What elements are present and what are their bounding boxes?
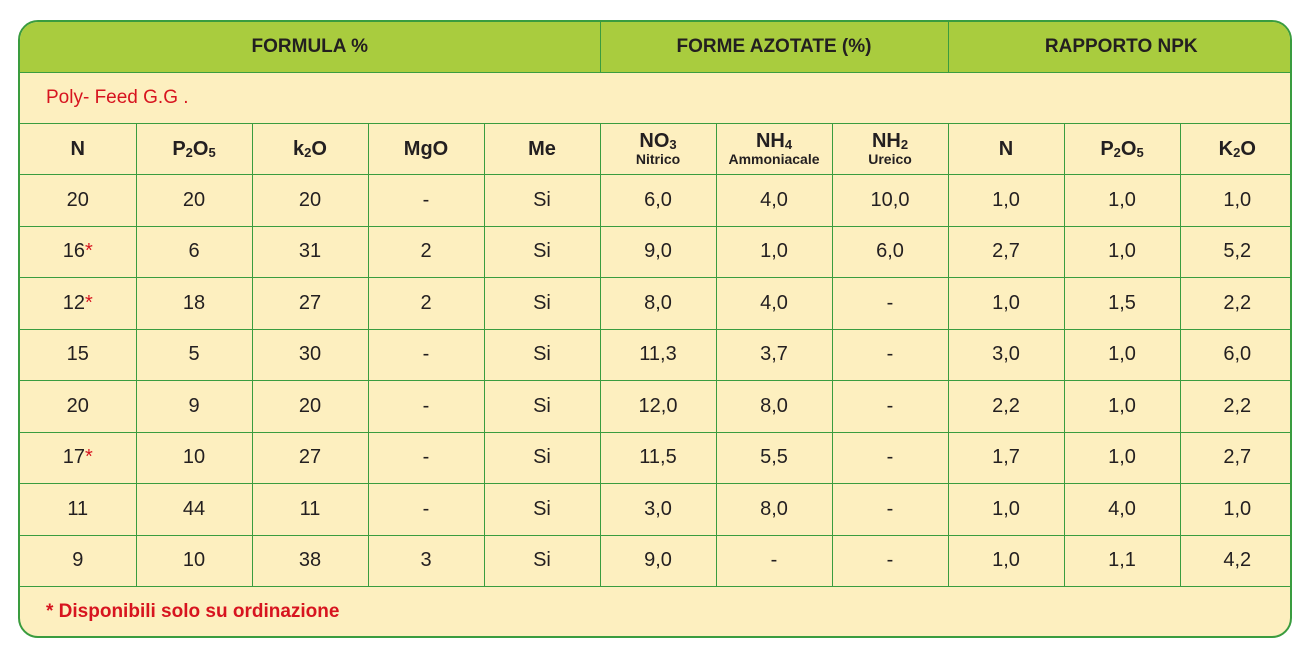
cell-p2o5: 9 bbox=[136, 381, 252, 433]
table-row bbox=[20, 535, 1292, 587]
col-header-ratio-k2o bbox=[1180, 124, 1292, 175]
cell-mgo: - bbox=[368, 484, 484, 536]
col-header-nh4-label: Ammoniacale bbox=[728, 151, 820, 168]
cell-p2o5: 6 bbox=[136, 226, 252, 278]
col-header-ratio-p2o5 bbox=[1064, 124, 1180, 175]
table-row bbox=[20, 175, 1292, 227]
cell-me: Si bbox=[484, 484, 600, 536]
cell-me: Si bbox=[484, 226, 600, 278]
cell-ratio-k2o: 1,0 bbox=[1180, 484, 1292, 536]
footnote: * Disponibili solo su ordinazione bbox=[20, 587, 1292, 638]
cell-no3: 12,0 bbox=[600, 381, 716, 433]
cell-n: 9 bbox=[20, 535, 136, 587]
cell-ratio-p2o5: 1,5 bbox=[1064, 278, 1180, 330]
cell-ratio-n: 1,0 bbox=[948, 278, 1064, 330]
table-row bbox=[20, 381, 1292, 433]
cell-mgo: 2 bbox=[368, 278, 484, 330]
cell-mgo: - bbox=[368, 329, 484, 381]
product-name: Poly- Feed G.G . bbox=[20, 73, 1292, 124]
cell-k2o: 38 bbox=[252, 535, 368, 587]
cell-p2o5: 5 bbox=[136, 329, 252, 381]
cell-nh4: 4,0 bbox=[716, 175, 832, 227]
cell-nh4: 8,0 bbox=[716, 381, 832, 433]
cell-ratio-n: 2,2 bbox=[948, 381, 1064, 433]
col-header-no3 bbox=[600, 124, 716, 175]
col-header-k2o-formula: $k_2O$ bbox=[293, 137, 327, 160]
cell-ratio-p2o5: 1,1 bbox=[1064, 535, 1180, 587]
cell-ratio-p2o5: 4,0 bbox=[1064, 484, 1180, 536]
cell-no3: 8,0 bbox=[600, 278, 716, 330]
table-row bbox=[20, 329, 1292, 381]
cell-k2o: 20 bbox=[252, 381, 368, 433]
cell-ratio-k2o: 6,0 bbox=[1180, 329, 1292, 381]
cell-p2o5: 20 bbox=[136, 175, 252, 227]
col-header-nh4 bbox=[716, 124, 832, 175]
cell-ratio-n: 1,0 bbox=[948, 535, 1064, 587]
cell-nh4: 3,7 bbox=[716, 329, 832, 381]
group-header-row bbox=[20, 22, 1292, 73]
table-row bbox=[20, 278, 1292, 330]
col-header-ratio-n-formula: N bbox=[998, 137, 1014, 160]
cell-nh2: - bbox=[832, 484, 948, 536]
col-header-nh4-formula: $NH_4$ bbox=[755, 130, 793, 153]
group-rapporto-npk: RAPPORTO NPK bbox=[948, 22, 1292, 73]
col-header-me-formula: Me bbox=[528, 137, 556, 160]
footnote-row bbox=[20, 587, 1292, 638]
col-header-nh2 bbox=[832, 124, 948, 175]
col-header-nh2-label: Ureico bbox=[868, 151, 912, 168]
cell-p2o5: 10 bbox=[136, 535, 252, 587]
col-header-mgo-formula: MgO bbox=[403, 137, 449, 160]
cell-nh4: 5,5 bbox=[716, 432, 832, 484]
cell-n: 16* bbox=[20, 226, 136, 278]
col-header-k2o bbox=[252, 124, 368, 175]
cell-nh2: 6,0 bbox=[832, 226, 948, 278]
cell-me: Si bbox=[484, 432, 600, 484]
order-only-asterisk: * bbox=[84, 240, 93, 263]
cell-nh2: 10,0 bbox=[832, 175, 948, 227]
cell-mgo: - bbox=[368, 381, 484, 433]
cell-no3: 9,0 bbox=[600, 226, 716, 278]
cell-mgo: - bbox=[368, 432, 484, 484]
product-row bbox=[20, 73, 1292, 124]
cell-ratio-n: 1,0 bbox=[948, 484, 1064, 536]
col-header-ratio-p2o5-formula: $P_2O_5$ bbox=[1100, 137, 1144, 160]
cell-k2o: 31 bbox=[252, 226, 368, 278]
table-row bbox=[20, 432, 1292, 484]
cell-no3: 11,5 bbox=[600, 432, 716, 484]
cell-no3: 9,0 bbox=[600, 535, 716, 587]
cell-p2o5: 10 bbox=[136, 432, 252, 484]
cell-ratio-k2o: 2,7 bbox=[1180, 432, 1292, 484]
order-only-asterisk: * bbox=[84, 291, 93, 314]
cell-ratio-k2o: 5,2 bbox=[1180, 226, 1292, 278]
table-row bbox=[20, 226, 1292, 278]
cell-k2o: 27 bbox=[252, 278, 368, 330]
cell-ratio-p2o5: 1,0 bbox=[1064, 226, 1180, 278]
col-header-p2o5-formula: $P_2O_5$ bbox=[172, 137, 216, 160]
cell-nh2: - bbox=[832, 329, 948, 381]
cell-n: 17* bbox=[20, 432, 136, 484]
cell-k2o: 20 bbox=[252, 175, 368, 227]
cell-ratio-p2o5: 1,0 bbox=[1064, 381, 1180, 433]
cell-ratio-n: 3,0 bbox=[948, 329, 1064, 381]
cell-p2o5: 18 bbox=[136, 278, 252, 330]
cell-ratio-n: 1,7 bbox=[948, 432, 1064, 484]
cell-me: Si bbox=[484, 535, 600, 587]
cell-k2o: 27 bbox=[252, 432, 368, 484]
table-row bbox=[20, 484, 1292, 536]
cell-no3: 6,0 bbox=[600, 175, 716, 227]
cell-nh2: - bbox=[832, 278, 948, 330]
group-forme-azotate: FORME AZOTATE (%) bbox=[600, 22, 948, 73]
cell-k2o: 11 bbox=[252, 484, 368, 536]
cell-mgo: 2 bbox=[368, 226, 484, 278]
cell-mgo: - bbox=[368, 175, 484, 227]
cell-nh2: - bbox=[832, 535, 948, 587]
cell-ratio-k2o: 1,0 bbox=[1180, 175, 1292, 227]
col-header-p2o5 bbox=[136, 124, 252, 175]
group-formula: FORMULA % bbox=[20, 22, 600, 73]
cell-no3: 11,3 bbox=[600, 329, 716, 381]
cell-me: Si bbox=[484, 329, 600, 381]
cell-p2o5: 44 bbox=[136, 484, 252, 536]
cell-mgo: 3 bbox=[368, 535, 484, 587]
cell-nh4: 8,0 bbox=[716, 484, 832, 536]
col-header-no3-formula: $NO_3$ bbox=[639, 130, 677, 153]
col-header-ratio-k2o-formula: $K_2O$ bbox=[1218, 137, 1256, 160]
col-header-me bbox=[484, 124, 600, 175]
col-header-nh2-formula: $NH_2$ bbox=[871, 130, 909, 153]
cell-me: Si bbox=[484, 175, 600, 227]
cell-me: Si bbox=[484, 278, 600, 330]
cell-ratio-p2o5: 1,0 bbox=[1064, 329, 1180, 381]
cell-nh4: - bbox=[716, 535, 832, 587]
cell-n: 15 bbox=[20, 329, 136, 381]
column-header-row bbox=[20, 124, 1292, 175]
order-only-asterisk: * bbox=[84, 446, 93, 469]
col-header-n bbox=[20, 124, 136, 175]
cell-nh2: - bbox=[832, 432, 948, 484]
cell-nh4: 4,0 bbox=[716, 278, 832, 330]
col-header-mgo bbox=[368, 124, 484, 175]
npk-table-frame bbox=[18, 20, 1292, 638]
cell-n: 20 bbox=[20, 381, 136, 433]
cell-ratio-n: 1,0 bbox=[948, 175, 1064, 227]
npk-table bbox=[20, 22, 1292, 637]
cell-n: 11 bbox=[20, 484, 136, 536]
cell-k2o: 30 bbox=[252, 329, 368, 381]
cell-ratio-k2o: 4,2 bbox=[1180, 535, 1292, 587]
cell-me: Si bbox=[484, 381, 600, 433]
col-header-ratio-n bbox=[948, 124, 1064, 175]
col-header-n-formula: N bbox=[70, 137, 85, 160]
cell-ratio-p2o5: 1,0 bbox=[1064, 175, 1180, 227]
col-header-no3-label: Nitrico bbox=[635, 151, 681, 168]
cell-nh2: - bbox=[832, 381, 948, 433]
cell-n: 12* bbox=[20, 278, 136, 330]
cell-ratio-k2o: 2,2 bbox=[1180, 278, 1292, 330]
cell-nh4: 1,0 bbox=[716, 226, 832, 278]
cell-ratio-n: 2,7 bbox=[948, 226, 1064, 278]
cell-n: 20 bbox=[20, 175, 136, 227]
cell-no3: 3,0 bbox=[600, 484, 716, 536]
cell-ratio-k2o: 2,2 bbox=[1180, 381, 1292, 433]
cell-ratio-p2o5: 1,0 bbox=[1064, 432, 1180, 484]
